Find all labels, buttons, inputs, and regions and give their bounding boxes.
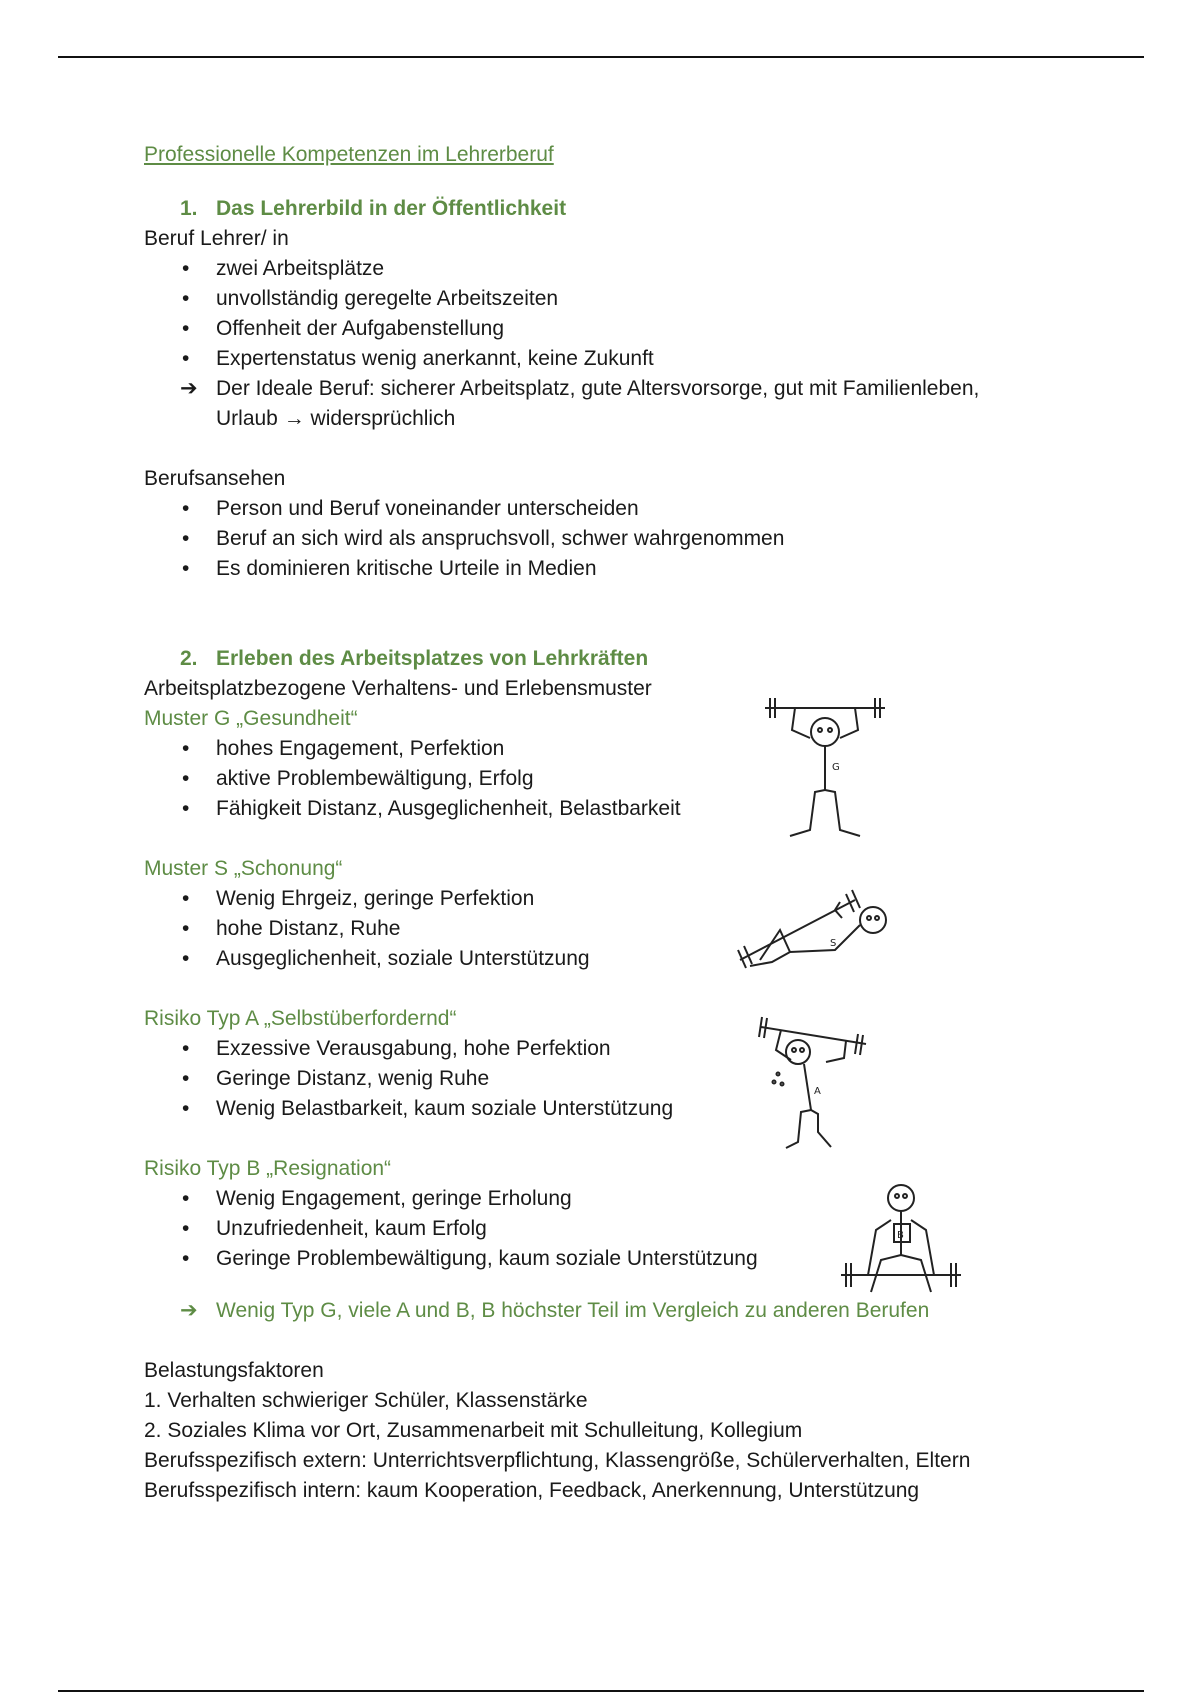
section-1-title: Das Lehrerbild in der Öffentlichkeit — [216, 197, 567, 220]
bottom-rule — [58, 1690, 1144, 1692]
list-item: • Ausgeglichenheit, soziale Unterstützung — [144, 944, 1044, 974]
ideal-job-line-2: Urlaub → widersprüchlich — [216, 407, 456, 430]
arrow-icon: ➔ — [180, 377, 198, 400]
list-item: • Person und Beruf voneinander unterscheiden — [144, 494, 1044, 524]
pattern-a-title: Risiko Typ A „Selbstüberfordernd“ — [144, 1007, 457, 1030]
list-item: • Wenig Ehrgeiz, geringe Perfektion — [144, 884, 1044, 914]
list-item: • hohes Engagement, Perfektion — [144, 734, 1044, 764]
list-item: • Wenig Engagement, geringe Erholung — [144, 1184, 1044, 1214]
section-2-intro: Arbeitsplatzbezogene Verhaltens- und Erlebensmuster — [144, 677, 652, 700]
section-1-number: 1. — [180, 197, 198, 220]
weightlifter-g-illustration — [760, 690, 890, 840]
list-item: • Beruf an sich wird als anspruchsvoll, schwer wahrgenommen — [144, 524, 1044, 554]
figure-letter: S — [830, 938, 837, 949]
figure-letter: G — [832, 762, 840, 773]
list-item: • Offenheit der Aufgabenstellung — [144, 314, 1044, 344]
document-body — [144, 140, 1044, 1506]
figure-letter: B — [897, 1230, 904, 1241]
ideal-job-line-1: Der Ideale Beruf: sicherer Arbeitsplatz, gute Altersvorsorge, gut mit Familienleben, — [216, 377, 980, 400]
figure-letter: A — [814, 1086, 821, 1097]
weightlifter-a-illustration — [756, 1012, 876, 1152]
list-item: • Exzessive Verausgabung, hohe Perfektion — [144, 1034, 1044, 1064]
belastung-line: 1. Verhalten schwieriger Schüler, Klassenstärke — [144, 1389, 588, 1412]
top-rule — [58, 56, 1144, 58]
list-item: • Unzufriedenheit, kaum Erfolg — [144, 1214, 1044, 1244]
weightlifter-b-illustration — [836, 1180, 966, 1300]
conclusion-text: Wenig Typ G, viele A und B, B höchster Teil im Vergleich zu anderen Berufen — [216, 1299, 930, 1322]
pattern-s-title: Muster S „Schonung“ — [144, 857, 343, 880]
belastung-line: Berufsspezifisch extern: Unterrichtsverpflichtung, Klassengröße, Schülerverhalten, Eltern — [144, 1449, 971, 1472]
section-2-title: Erleben des Arbeitsplatzes von Lehrkräften — [216, 647, 649, 670]
section-1-intro: Beruf Lehrer/ in — [144, 227, 289, 250]
document-title: Professionelle Kompetenzen im Lehrerberuf — [144, 143, 554, 166]
list-item: • hohe Distanz, Ruhe — [144, 914, 1044, 944]
section-1-list — [144, 254, 1044, 374]
list-item: • Expertenstatus wenig anerkannt, keine Zukunft — [144, 344, 1044, 374]
pattern-g-list — [144, 734, 1044, 824]
pattern-s-list — [144, 884, 1044, 974]
conclusion-arrow-line — [144, 1296, 1044, 1326]
section-2-number: 2. — [180, 647, 198, 670]
list-item: • Fähigkeit Distanz, Ausgeglichenheit, Belastbarkeit — [144, 794, 1044, 824]
section-2-heading — [144, 644, 1044, 674]
lying-figure-s-illustration — [730, 880, 900, 980]
list-item: • Wenig Belastbarkeit, kaum soziale Unterstützung — [144, 1094, 1044, 1124]
pattern-b-title: Risiko Typ B „Resignation“ — [144, 1157, 392, 1180]
section-1-heading — [144, 194, 1044, 224]
list-item: • zwei Arbeitsplätze — [144, 254, 1044, 284]
belastung-line: 2. Soziales Klima vor Ort, Zusammenarbeit mit Schulleitung, Kollegium — [144, 1419, 803, 1442]
list-item: • Geringe Distanz, wenig Ruhe — [144, 1064, 1044, 1094]
belastung-label: Belastungsfaktoren — [144, 1359, 324, 1382]
ideal-job-arrow-line — [144, 374, 1044, 434]
list-item: • aktive Problembewältigung, Erfolg — [144, 764, 1044, 794]
list-item: • Es dominieren kritische Urteile in Medien — [144, 554, 1044, 584]
arrow-icon: ➔ — [180, 1299, 198, 1322]
list-item: • Geringe Problembewältigung, kaum soziale Unterstützung — [144, 1244, 1044, 1274]
berufsansehen-label: Berufsansehen — [144, 467, 286, 490]
pattern-a-list — [144, 1034, 1044, 1124]
pattern-g-title: Muster G „Gesundheit“ — [144, 707, 358, 730]
berufsansehen-list — [144, 494, 1044, 584]
list-item: • unvollständig geregelte Arbeitszeiten — [144, 284, 1044, 314]
belastung-line: Berufsspezifisch intern: kaum Kooperation, Feedback, Anerkennung, Unterstützung — [144, 1479, 920, 1502]
